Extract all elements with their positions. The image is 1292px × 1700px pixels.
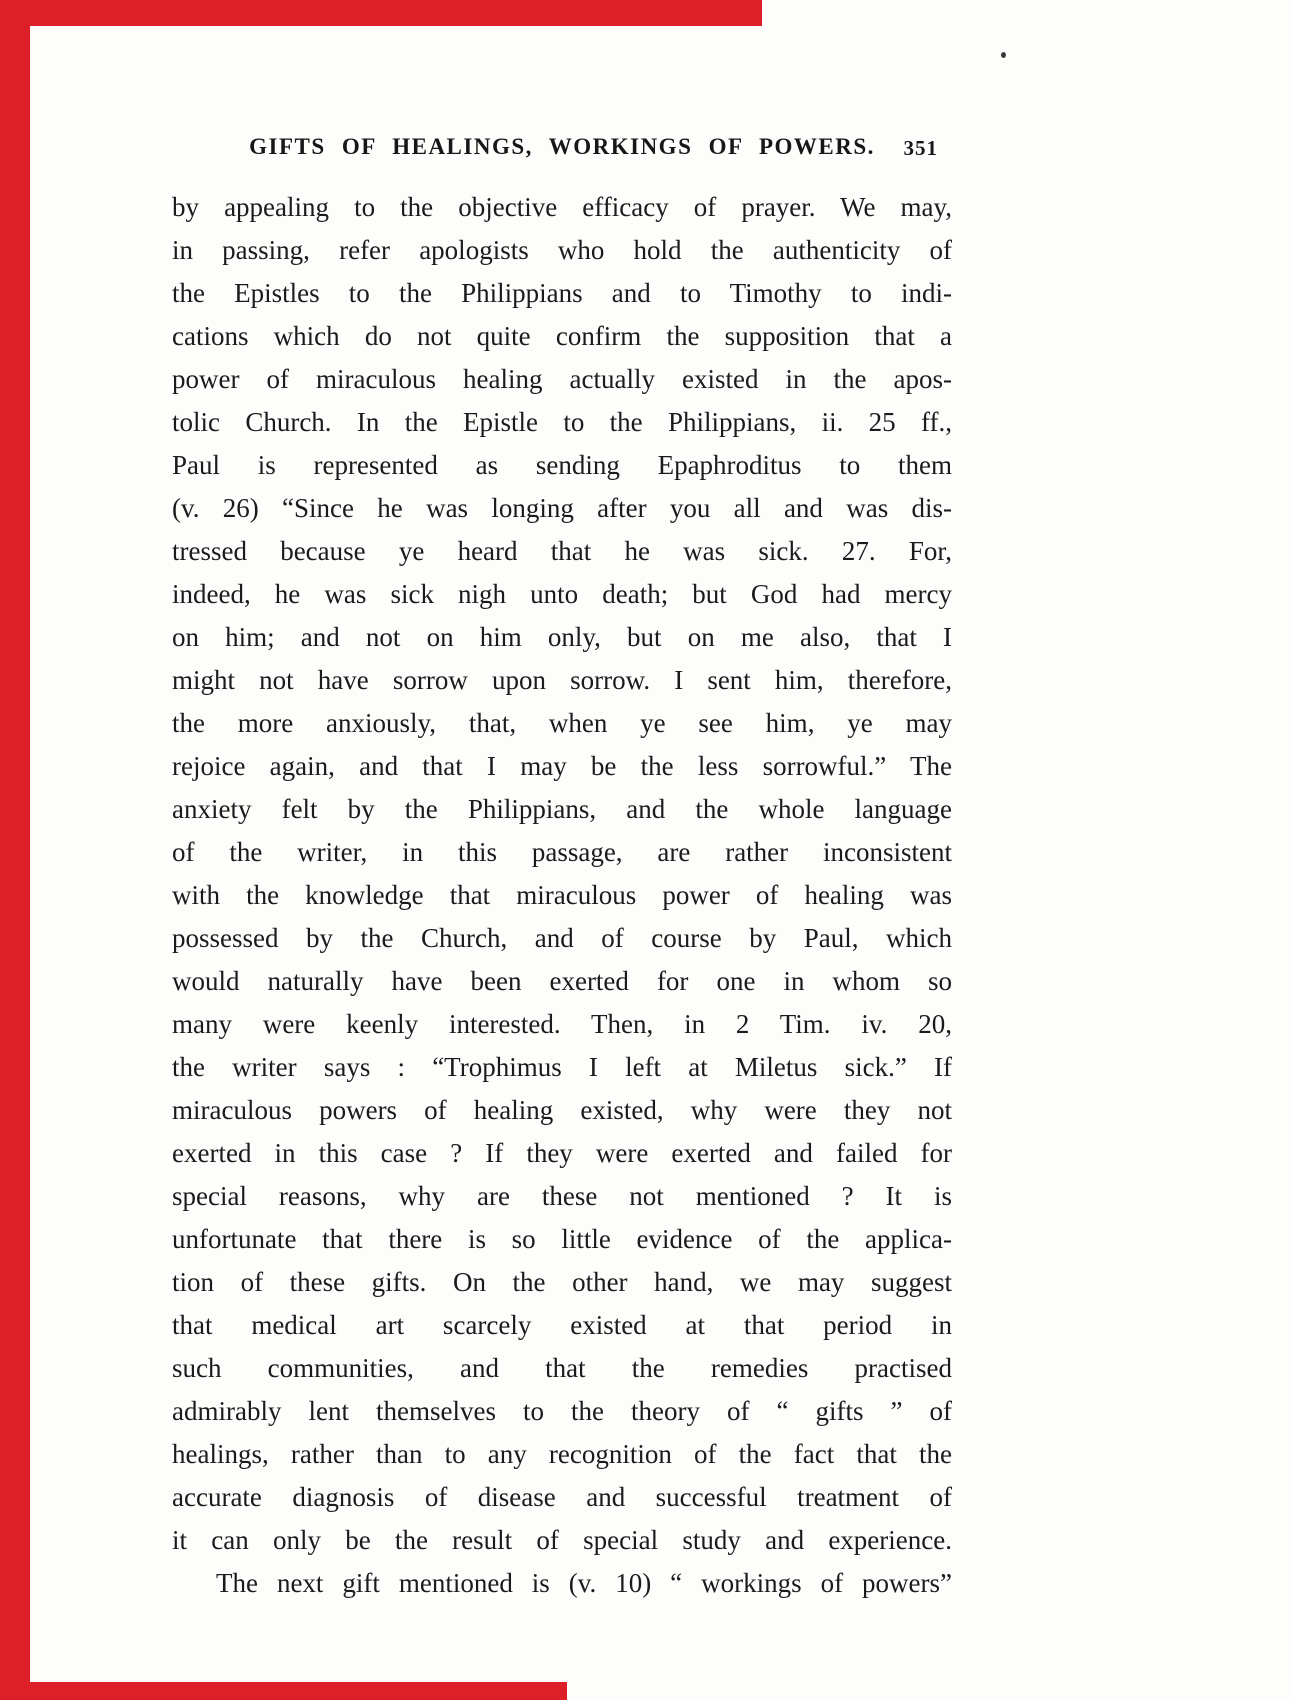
text-line: power of miraculous healing actually existed in the apos- xyxy=(172,364,952,394)
text-line: of the writer, in this passage, are rather inconsistent xyxy=(172,837,952,867)
text-line: by appealing to the objective efficacy of prayer. We may, xyxy=(172,192,952,222)
page-number: 351 xyxy=(903,136,938,160)
text-line: would naturally have been exerted for one in whom so xyxy=(172,966,952,996)
text-line: it can only be the result of special study and experience. xyxy=(172,1525,952,1555)
page-title: GIFTS OF HEALINGS, WORKINGS OF POWERS. xyxy=(249,134,875,159)
text-line: special reasons, why are these not mentioned ? It is xyxy=(172,1181,952,1211)
text-line: might not have sorrow upon sorrow. I sent him, therefore, xyxy=(172,665,952,695)
scan-artifact-left-bar xyxy=(0,0,30,1700)
text-line: tion of these gifts. On the other hand, we may suggest xyxy=(172,1267,952,1297)
text-line: with the knowledge that miraculous power of healing was xyxy=(172,880,952,910)
text-line: such communities, and that the remedies practised xyxy=(172,1353,952,1383)
ink-speck xyxy=(1001,52,1006,58)
text-line: anxiety felt by the Philippians, and the whole language xyxy=(172,794,952,824)
text-line: indeed, he was sick nigh unto death; but God had mercy xyxy=(172,579,952,609)
text-line: tolic Church. In the Epistle to the Philippians, ii. 25 ff., xyxy=(172,407,952,437)
text-line: the more anxiously, that, when ye see him, ye may xyxy=(172,708,952,738)
text-line: the Epistles to the Philippians and to Timothy to indi- xyxy=(172,278,952,308)
text-line: admirably lent themselves to the theory of “ gifts ” of xyxy=(172,1396,952,1426)
body-text xyxy=(172,186,952,1605)
text-line: that medical art scarcely existed at that period in xyxy=(172,1310,952,1340)
scan-artifact-top-bar xyxy=(0,0,762,26)
text-line: possessed by the Church, and of course by Paul, which xyxy=(172,923,952,953)
scan-artifact-bottom-bar xyxy=(30,1682,567,1700)
text-line: the writer says : “Trophimus I left at Miletus sick.” If xyxy=(172,1052,952,1082)
text-line: rejoice again, and that I may be the less sorrowful.” The xyxy=(172,751,952,781)
text-line: exerted in this case ? If they were exerted and failed for xyxy=(172,1138,952,1168)
text-line: unfortunate that there is so little evidence of the applica- xyxy=(172,1224,952,1254)
text-line: on him; and not on him only, but on me also, that I xyxy=(172,622,952,652)
text-line: accurate diagnosis of disease and successful treatment of xyxy=(172,1482,952,1512)
text-line-last-paragraph: The next gift mentioned is (v. 10) “ workings of powers” xyxy=(216,1568,952,1598)
text-line: in passing, refer apologists who hold the authenticity of xyxy=(172,235,952,265)
text-line: many were keenly interested. Then, in 2 Tim. iv. 20, xyxy=(172,1009,952,1039)
text-line: Paul is represented as sending Epaphroditus to them xyxy=(172,450,952,480)
running-head xyxy=(172,134,952,168)
text-line: miraculous powers of healing existed, why were they not xyxy=(172,1095,952,1125)
text-line: tressed because ye heard that he was sick. 27. For, xyxy=(172,536,952,566)
text-line: healings, rather than to any recognition of the fact that the xyxy=(172,1439,952,1469)
text-line: cations which do not quite confirm the supposition that a xyxy=(172,321,952,351)
text-line: (v. 26) “Since he was longing after you all and was dis- xyxy=(172,493,952,523)
